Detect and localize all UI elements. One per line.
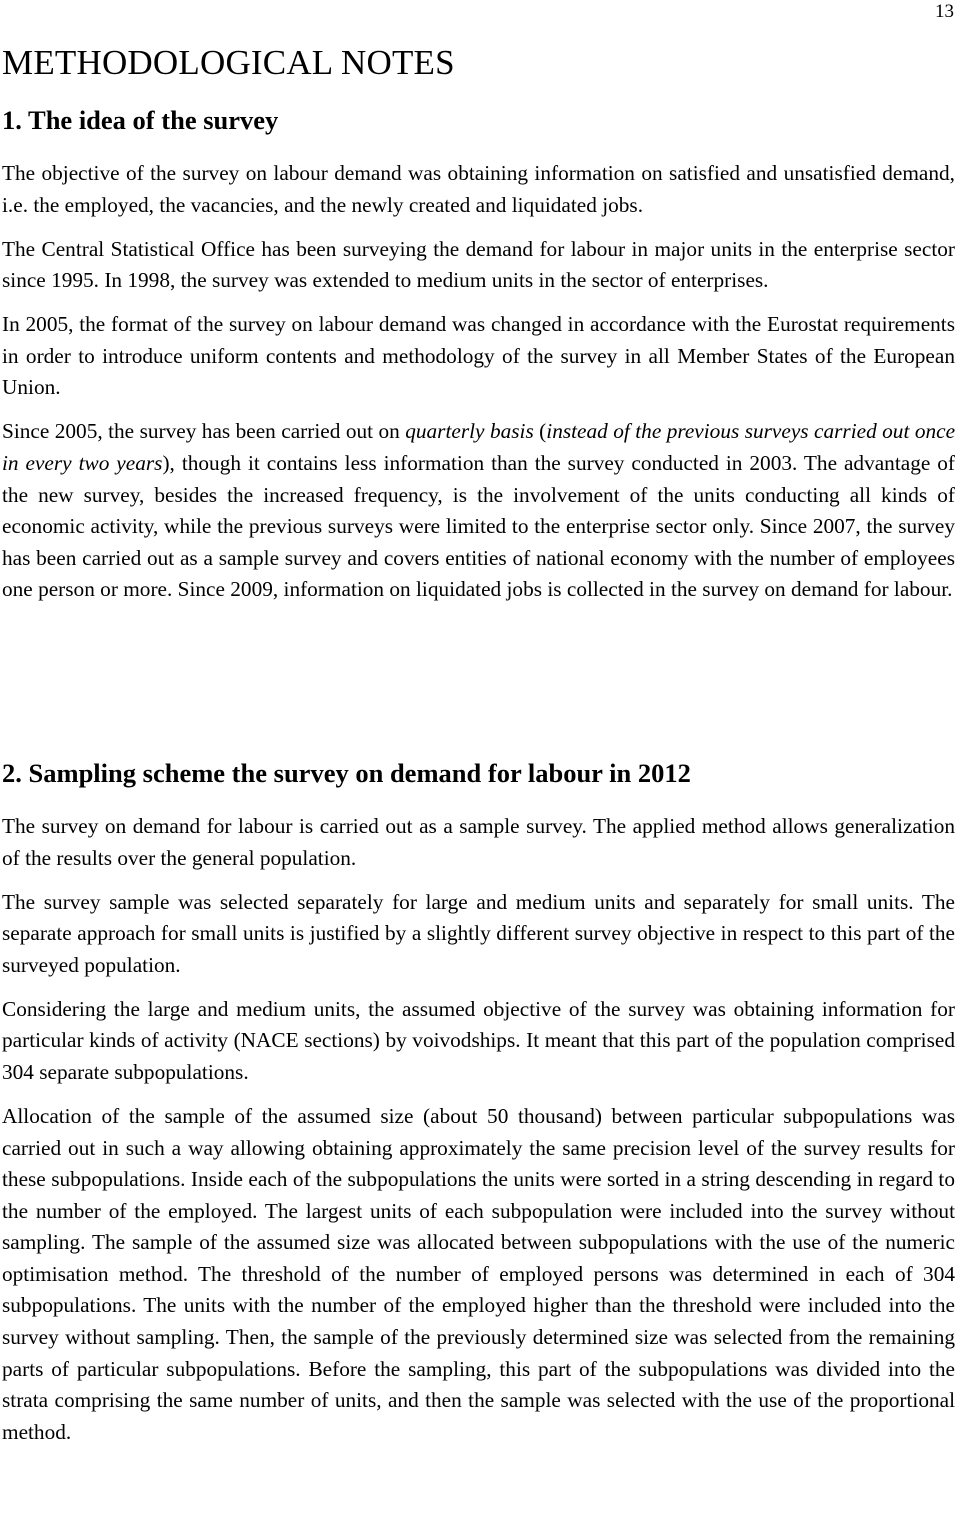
section-2-heading: 2. Sampling scheme the survey on demand for labour in 2012 [2,758,691,788]
previous-surveys-emphasis: instead of the previous surveys carried out once in every two years [2,419,956,475]
paragraph-4-text-start: Since 2005, the survey has been carried out on [2,419,406,444]
section-2-body [2,811,955,1461]
section-2-paragraph-1: The survey on demand for labour is carried out as a sample survey. The applied method allows generalization of the results over the general population. [2,814,955,870]
paragraph-4-text-between: ( [533,419,547,444]
section-2-paragraph-4: Allocation of the sample of the assumed size (about 50 thousand) between particular subpopulations was carried out in such a way allowing obtaining approximately the same precision level of the survey results for these subpopulations. Inside each of the subpopulations the units were sorted in a string descending in regard to the number of the employed. The largest units of each subpopulation were included into the survey without sampling. The sample of the assumed size was allocated between subpopulations with the use of the numeric optimisation method. The threshold of the number of employed persons was determined in each of 304 subpopulations. The units with the number of the employed higher than the threshold were included into the survey without sampling. Then, the sample of the previously determined size was selected from the remaining parts of particular subpopulations. Before the sampling, this part of the subpopulations was divided into the strata comprising the same number of units, and then the sample was selected with the use of the proportional method. [2,1103,955,1444]
section-1-paragraph-2: The Central Statistical Office has been surveying the demand for labour in major units in the enterprise sector since 1995. In 1998, the survey was extended to medium units in the sector of enterprises. [2,236,955,293]
paragraph-4-text-end: ), though it contains less information than the survey conducted in 2003. The advantage of the new survey, besides the increased frequency, is the involvement of the units conducting all kinds of economic activity, while the previous surveys were limited to the enterprise sector only. Since 2007, the survey has been carried out as a sample survey and covers entities of national economy with the number of employees one person or more. Since 2009, information on liquidated jobs is collected in the survey on demand for labour. [2,450,955,602]
page-number: 13 [935,1,954,22]
section-2-paragraph-3: Considering the large and medium units, the assumed objective of the survey was obtaining information for particular kinds of activity (NACE sections) by voivodships. It meant that this part of the population comprised 304 separate subpopulations. [2,996,955,1084]
page-title: METHODOLOGICAL NOTES [2,43,455,82]
section-2-paragraph-2: The survey sample was selected separately for large and medium units and separately for small units. The separate approach for small units is justified by a slightly different survey objective in respect to this part of the surveyed population. [2,889,955,977]
section-1-body [2,158,955,618]
section-1-paragraph-4 [2,416,955,606]
section-1-heading: 1. The idea of the survey [2,105,279,135]
section-1-paragraph-1: The objective of the survey on labour demand was obtaining information on satisfied and unsatisfied demand, i.e. the employed, the vacancies, and the newly created and liquidated jobs. [2,161,955,217]
section-1-paragraph-3: In 2005, the format of the survey on labour demand was changed in accordance with the Eurostat requirements in order to introduce uniform contents and methodology of the survey in all Member States of the European Union. [2,312,955,400]
quarterly-basis-emphasis: quarterly basis [405,419,534,444]
